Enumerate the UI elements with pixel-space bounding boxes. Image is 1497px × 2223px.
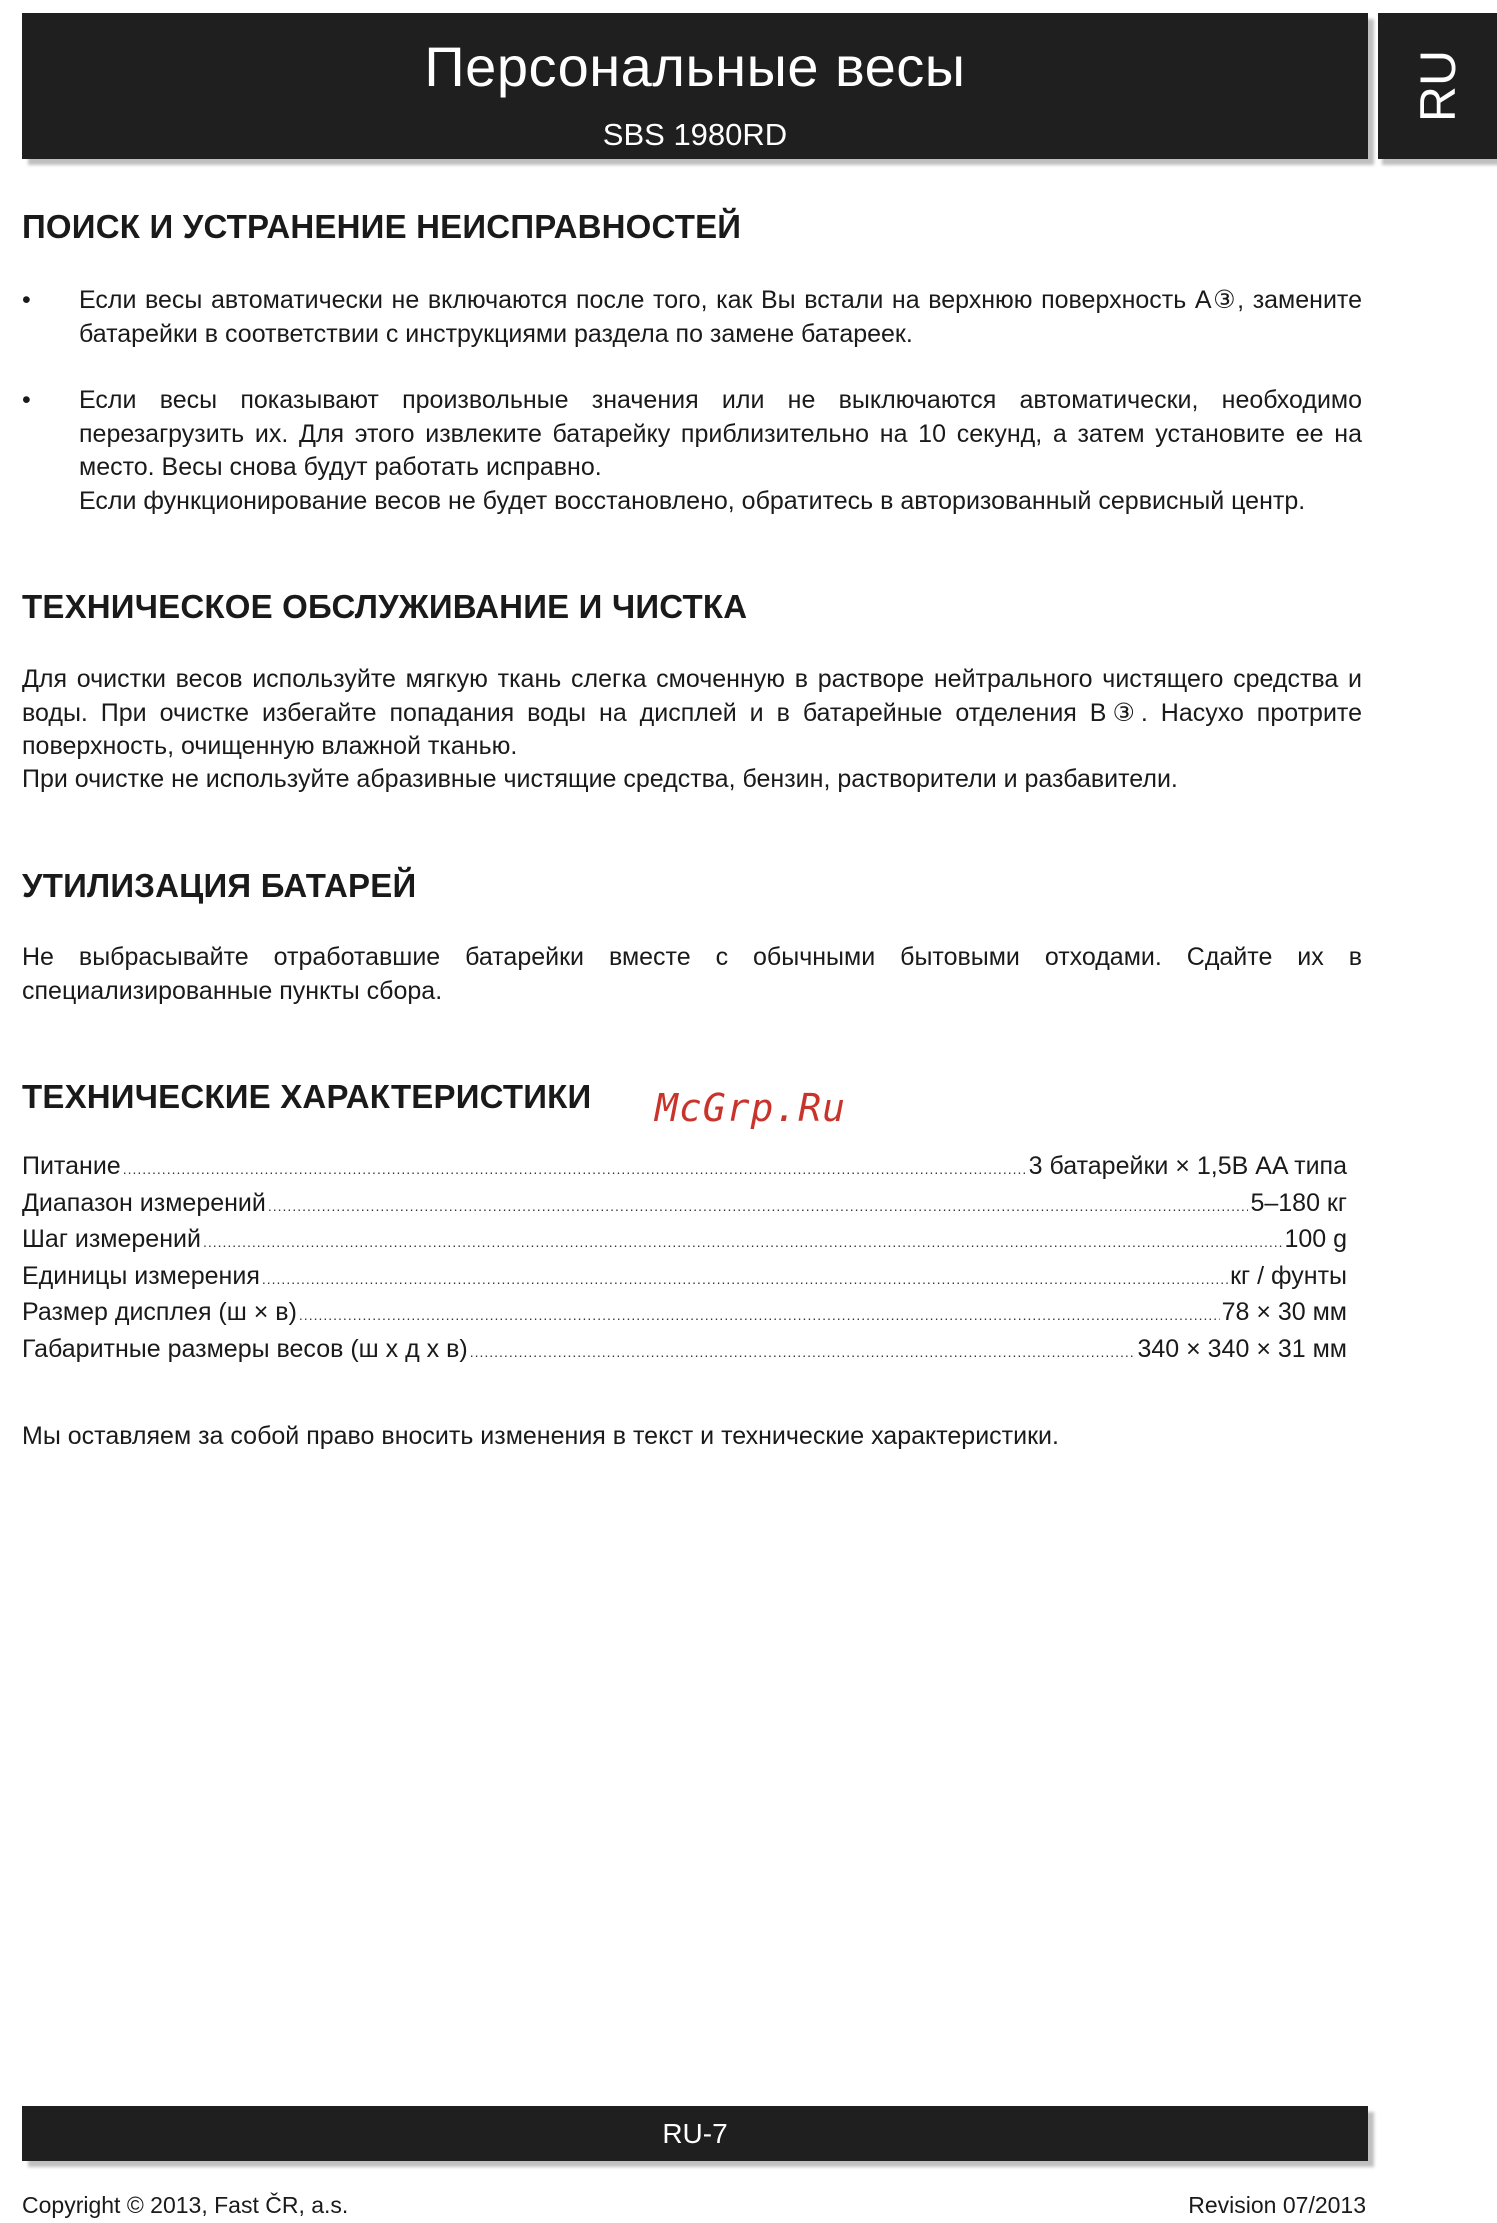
maintenance-heading: ТЕХНИЧЕСКОЕ ОБСЛУЖИВАНИЕ И ЧИСТКА — [22, 588, 748, 625]
spec-value: кг / фунты — [1230, 1261, 1347, 1290]
copyright: Copyright © 2013, Fast ČR, a.s. — [22, 2192, 349, 2218]
dot-leader — [268, 1190, 1249, 1224]
disposal-heading: УТИЛИЗАЦИЯ БАТАРЕЙ — [22, 867, 417, 904]
bullet-text: Если весы показывают произвольные значения или не выключаются автоматически, необходимо перезагрузить их. Для этого извлеките батарейку приблизительно на 10 секунд, а затем установите ее на место. Весы снова будут работать исправно. — [79, 386, 1362, 481]
spec-row — [22, 1187, 1347, 1224]
spec-row — [22, 1260, 1347, 1297]
spec-row — [22, 1150, 1347, 1187]
language-label: RU — [1409, 49, 1466, 123]
spec-value: 5–180 кг — [1250, 1188, 1347, 1217]
maintenance-paragraph-1: Для очистки весов используйте мягкую ткань слегка смоченную в растворе нейтрального чистящего средства и воды. При очистке избегайте попадания воды на дисплей и в батарейные отделения B③. Насухо протрите поверхность, очищенную влажной тканью. — [22, 665, 1362, 760]
spec-row — [22, 1223, 1347, 1260]
spec-label: Питание — [22, 1152, 121, 1180]
page-number: RU-7 — [662, 2118, 728, 2149]
watermark: McGrp.Ru — [655, 1086, 847, 1130]
spec-value: 3 батарейки × 1,5В AA типа — [1028, 1152, 1347, 1180]
spec-value: 340 × 340 × 31 мм — [1137, 1334, 1347, 1363]
troubleshooting-heading: ПОИСК И УСТРАНЕНИЕ НЕИСПРАВНОСТЕЙ — [22, 208, 742, 245]
spec-value: 100 g — [1284, 1225, 1347, 1253]
bullet-marker: • — [22, 286, 31, 314]
dot-leader — [262, 1263, 1228, 1297]
bullet-text-continued: Если функционирование весов не будет восстановлено, обратитесь в авторизованный сервисный центр. — [79, 486, 1306, 515]
dot-leader — [123, 1153, 1027, 1187]
revision: Revision 07/2013 — [1188, 2192, 1366, 2218]
page-header — [22, 13, 1368, 159]
specs-table — [22, 1150, 1347, 1369]
specs-heading: ТЕХНИЧЕСКИЕ ХАРАКТЕРИСТИКИ — [22, 1078, 592, 1115]
spec-row — [22, 1333, 1347, 1370]
spec-value: 78 × 30 мм — [1221, 1298, 1347, 1326]
spec-row — [22, 1296, 1347, 1333]
document-title: Персональные весы — [424, 35, 966, 98]
dot-leader — [299, 1299, 1220, 1333]
spec-label: Габаритные размеры весов (ш x д x в) — [22, 1334, 468, 1363]
spec-label: Диапазон измерений — [22, 1188, 266, 1217]
troubleshooting-bullet-2 — [22, 384, 1362, 518]
disclaimer: Мы оставляем за собой право вносить изменения в текст и технические характеристики. — [22, 1422, 1059, 1450]
dot-leader — [203, 1226, 1282, 1260]
model-number: SBS 1980RD — [602, 117, 788, 152]
bullet-text: Если весы автоматически не включаются после того, как Вы встали на верхнюю поверхность A③, замените батарейки в соответствии с инструкциями раздела по замене батареек. — [79, 286, 1362, 348]
spec-label: Размер дисплея (ш × в) — [22, 1298, 297, 1326]
maintenance-paragraph-2: При очистке не используйте абразивные чистящие средства, бензин, растворители и разбавители. — [22, 765, 1178, 793]
troubleshooting-bullet-1 — [22, 284, 1362, 351]
page-number-bar — [22, 2106, 1368, 2161]
bullet-marker: • — [22, 386, 31, 414]
spec-label: Шаг измерений — [22, 1225, 201, 1253]
disposal-paragraph: Не выбрасывайте отработавшие батарейки вместе с обычными бытовыми отходами. Сдайте их в специализированные пункты сбора. — [22, 943, 1362, 1005]
dot-leader — [470, 1336, 1136, 1370]
spec-label: Единицы измерения — [22, 1261, 260, 1290]
language-tab — [1378, 13, 1497, 159]
